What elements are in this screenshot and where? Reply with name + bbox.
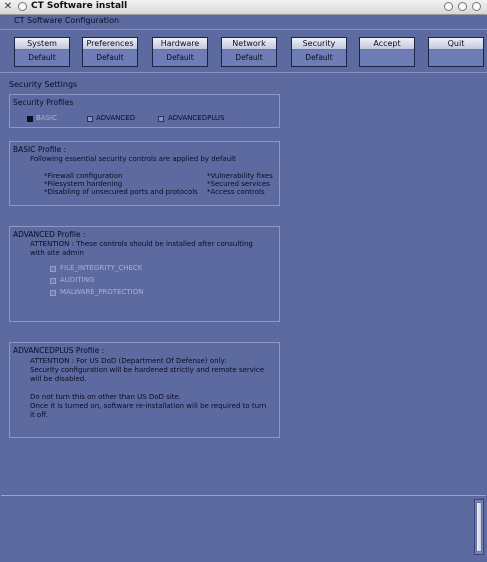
- preferences-button-label: Preferences: [83, 38, 137, 50]
- app-header-title: CT Software Configuration: [14, 16, 120, 25]
- preferences-value: Default: [96, 53, 124, 62]
- network-button[interactable]: [221, 37, 277, 67]
- accept-button-label: Accept: [360, 38, 414, 50]
- basic-profile-title: BASIC Profile :: [13, 145, 67, 154]
- advancedplus-profile-title: ADVANCEDPLUS Profile :: [13, 346, 105, 355]
- security-profiles-panel: [9, 94, 280, 128]
- security-value: Default: [305, 53, 333, 62]
- window-titlebar: [0, 0, 487, 15]
- maximize-icon[interactable]: [458, 2, 467, 11]
- system-button[interactable]: [14, 37, 70, 67]
- security-profiles-title: Security Profiles: [13, 98, 74, 107]
- advancedplus-profile-panel: [9, 342, 280, 438]
- window-title: CT Software install: [31, 1, 128, 11]
- quit-button-label: Quit: [429, 38, 483, 50]
- advancedplus-note: will be disabled.: [30, 375, 87, 383]
- section-title: Security Settings: [9, 80, 78, 89]
- minimize-icon[interactable]: [444, 2, 453, 11]
- basic-control: *Disabling of unsecured ports and protocols: [44, 188, 198, 196]
- auditing-label: AUDITING: [60, 276, 95, 284]
- advancedplus-note: Do not turn this on other than US DoD site.: [30, 393, 182, 401]
- hardware-button[interactable]: [152, 37, 208, 67]
- file-integrity-check-label: FILE_INTEGRITY_CHECK: [60, 264, 143, 272]
- system-button-label: System: [15, 38, 69, 50]
- preferences-button[interactable]: [82, 37, 138, 67]
- advanced-profile-title: ADVANCED Profile :: [13, 230, 86, 239]
- advancedplus-note: ATTENTION : For US DoD (Department Of Defense) only:: [30, 357, 227, 365]
- network-value: Default: [235, 53, 263, 62]
- security-button[interactable]: [291, 37, 347, 67]
- basic-checkbox[interactable]: [27, 116, 33, 122]
- advancedplus-note: Security configuration will be hardened strictly and remote service: [30, 366, 265, 374]
- advancedplus-label: ADVANCEDPLUS: [168, 114, 225, 122]
- basic-control: *Firewall configuration: [44, 172, 123, 180]
- basic-control: *Secured services: [207, 180, 270, 188]
- close-icon[interactable]: ✕: [3, 1, 13, 12]
- basic-control: *Access controls: [207, 188, 265, 196]
- basic-profile-panel: [9, 141, 280, 206]
- auditing-checkbox[interactable]: [50, 278, 56, 284]
- advanced-attention: with site admin: [30, 249, 84, 257]
- basic-control: *Filesystem hardening: [44, 180, 123, 188]
- log-area: [1, 495, 486, 559]
- file-integrity-check-checkbox[interactable]: [50, 266, 56, 272]
- advanced-checkbox[interactable]: [87, 116, 93, 122]
- hardware-value: Default: [166, 53, 194, 62]
- network-button-label: Network: [222, 38, 276, 50]
- basic-intro: Following essential security controls are applied by default: [30, 155, 236, 163]
- advanced-attention: ATTENTION : These controls should be installed after consulting: [30, 240, 253, 248]
- advanced-label: ADVANCED: [96, 114, 136, 122]
- log-scrollbar[interactable]: [474, 499, 484, 555]
- advancedplus-note: it off.: [30, 411, 49, 419]
- accept-button[interactable]: [359, 37, 415, 67]
- scrollbar-thumb[interactable]: [476, 502, 482, 552]
- header-divider: [0, 29, 487, 30]
- advanced-profile-panel: [9, 226, 280, 322]
- security-button-label: Security: [292, 38, 346, 50]
- shade-icon[interactable]: [472, 2, 481, 11]
- hardware-button-label: Hardware: [153, 38, 207, 50]
- malware-protection-label: MALWARE_PROTECTION: [60, 288, 144, 296]
- malware-protection-checkbox[interactable]: [50, 290, 56, 296]
- advancedplus-checkbox[interactable]: [158, 116, 164, 122]
- quit-button[interactable]: [428, 37, 484, 67]
- basic-control: *Vulnerability fixes: [207, 172, 273, 180]
- window-menu-icon[interactable]: [18, 2, 27, 11]
- basic-label: BASIC: [36, 114, 57, 122]
- system-value: Default: [28, 53, 56, 62]
- toolbar-divider: [0, 72, 487, 73]
- advancedplus-note: Once it is turned on, software re-installation will be required to turn: [30, 402, 267, 410]
